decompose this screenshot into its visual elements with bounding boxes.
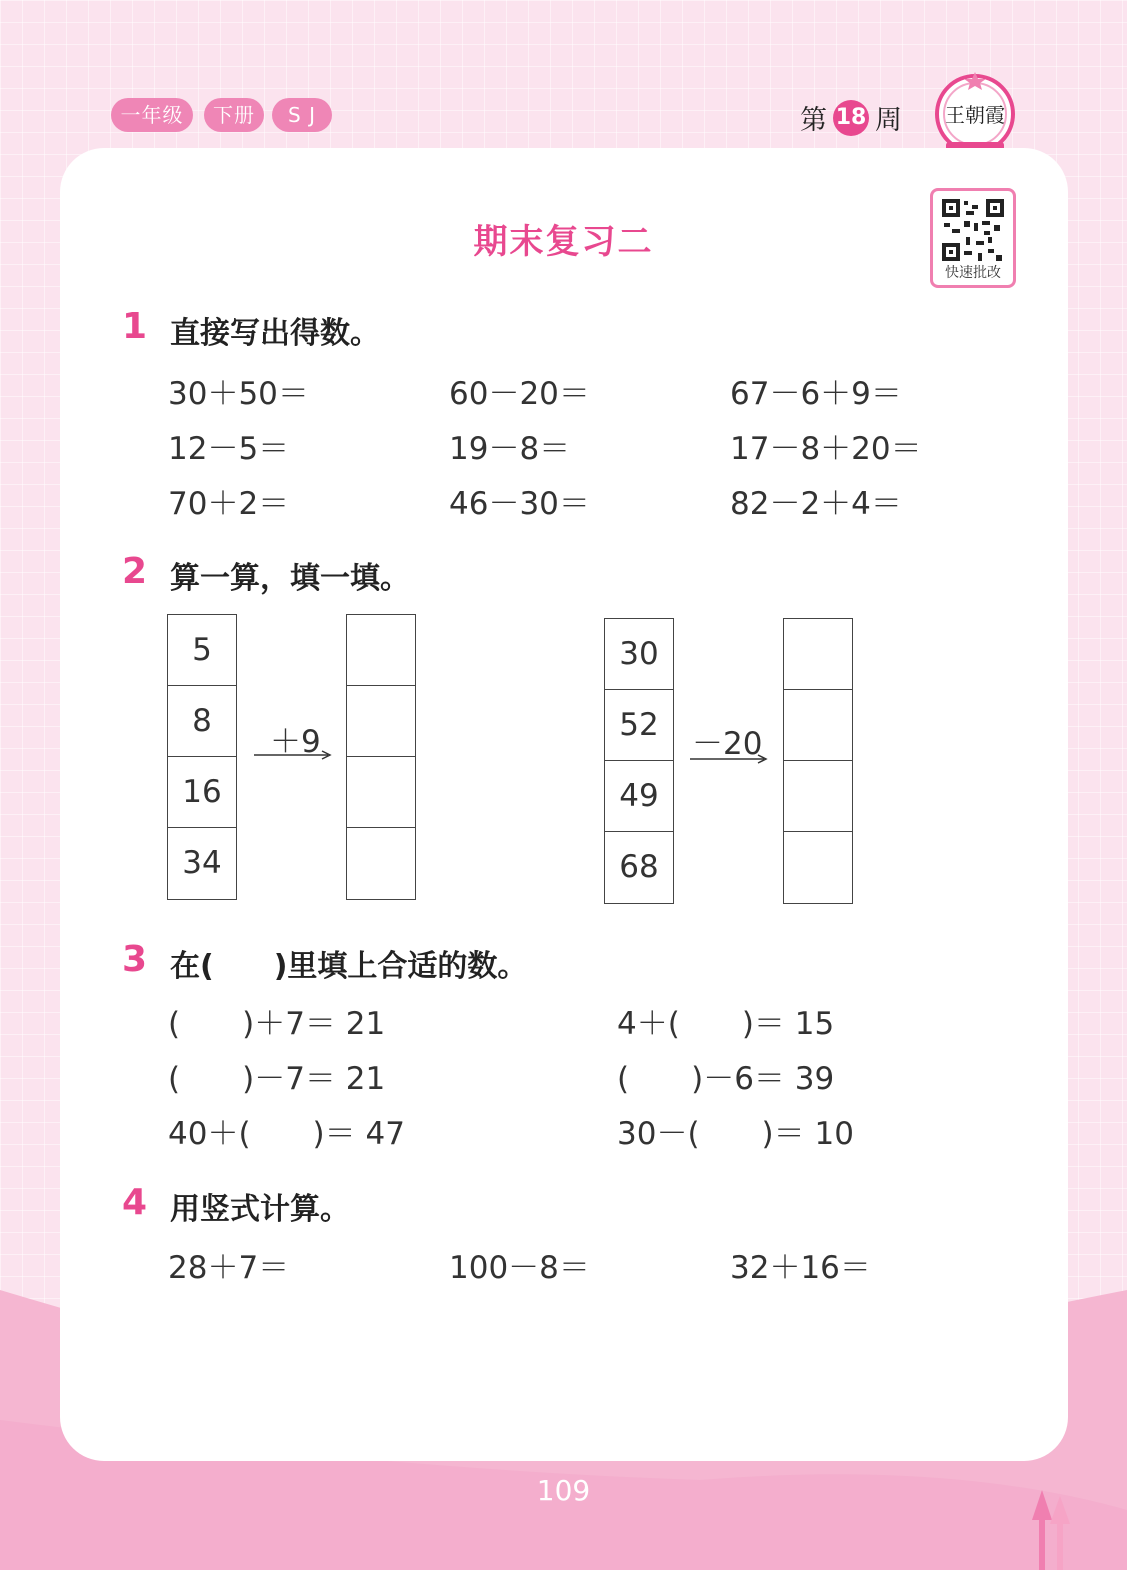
arrow-icon	[254, 748, 334, 762]
s3-equation: 40＋( )＝ 47	[168, 1116, 405, 1152]
left-input-column	[167, 614, 237, 900]
left-answer-column	[346, 614, 416, 900]
s3-equation: 4＋( )＝ 15	[617, 1006, 835, 1042]
input-cell: 49	[605, 761, 673, 832]
s4-equation: 32＋16＝	[730, 1250, 871, 1286]
week-prefix: 第	[800, 105, 827, 136]
s3-equation: ( )－7＝ 21	[168, 1061, 386, 1097]
grade-tag: 一年级	[111, 98, 193, 132]
input-cell: 5	[168, 615, 236, 686]
qr-caption: 快速批改	[945, 265, 1001, 281]
input-cell: 16	[168, 757, 236, 828]
week-label	[800, 98, 902, 137]
answer-box[interactable]	[347, 686, 415, 757]
answer-box[interactable]	[347, 615, 415, 686]
answer-box[interactable]	[347, 828, 415, 899]
s1-equation: 19－8＝	[449, 431, 571, 467]
section-4-title: 用竖式计算。	[170, 1192, 350, 1227]
section-2-title: 算一算，填一填。	[170, 561, 410, 596]
s1-equation: 46－30＝	[449, 486, 590, 522]
answer-box[interactable]	[347, 757, 415, 828]
input-cell: 52	[605, 690, 673, 761]
page-title: 期末复习二	[473, 222, 654, 262]
input-cell: 34	[182, 845, 222, 881]
right-answer-column	[783, 618, 853, 904]
right-operation-label: －20	[692, 726, 763, 762]
s1-equation: 70＋2＝	[168, 486, 290, 522]
week-suffix: 周	[875, 105, 902, 136]
edition-tag: S J	[272, 98, 332, 132]
s1-equation: 12－5＝	[168, 431, 290, 467]
input-cell: 8	[168, 686, 236, 757]
s1-equation: 17－8＋20＝	[730, 431, 922, 467]
answer-box[interactable]	[784, 690, 852, 761]
answer-box[interactable]	[784, 761, 852, 832]
week-number-badge: 18	[833, 100, 869, 136]
section-2-number: 2	[122, 551, 148, 592]
left-operation-label: ＋9	[270, 724, 321, 760]
s4-equation: 100－8＝	[449, 1250, 590, 1286]
volume-tag: 下册	[204, 98, 264, 132]
pencil-decoration-icon	[1028, 1490, 1076, 1570]
s1-equation: 82－2＋4＝	[730, 486, 902, 522]
section-1-number: 1	[122, 306, 148, 347]
answer-box[interactable]	[784, 619, 852, 690]
section-4-number: 4	[122, 1182, 148, 1223]
answer-box[interactable]	[784, 832, 852, 903]
s3-equation: 30－( )＝ 10	[617, 1116, 854, 1152]
section-3-number: 3	[122, 939, 148, 980]
s3-equation: ( )＋7＝ 21	[168, 1006, 386, 1042]
author-seal-logo	[934, 70, 1016, 158]
s3-equation: ( )－6＝ 39	[617, 1061, 835, 1097]
s1-equation: 30＋50＝	[168, 376, 309, 412]
svg-text:王朝霞: 王朝霞	[945, 103, 1005, 127]
s4-equation: 28＋7＝	[168, 1250, 290, 1286]
page-number: 109	[536, 1474, 591, 1507]
input-cell: 68	[619, 849, 659, 885]
s1-equation: 67－6＋9＝	[730, 376, 902, 412]
input-cell: 30	[605, 619, 673, 690]
arrow-icon	[690, 752, 770, 766]
s1-equation: 60－20＝	[449, 376, 590, 412]
section-3-title: 在( )里填上合适的数。	[170, 949, 528, 984]
section-1-title: 直接写出得数。	[170, 316, 380, 351]
right-input-column	[604, 618, 674, 904]
